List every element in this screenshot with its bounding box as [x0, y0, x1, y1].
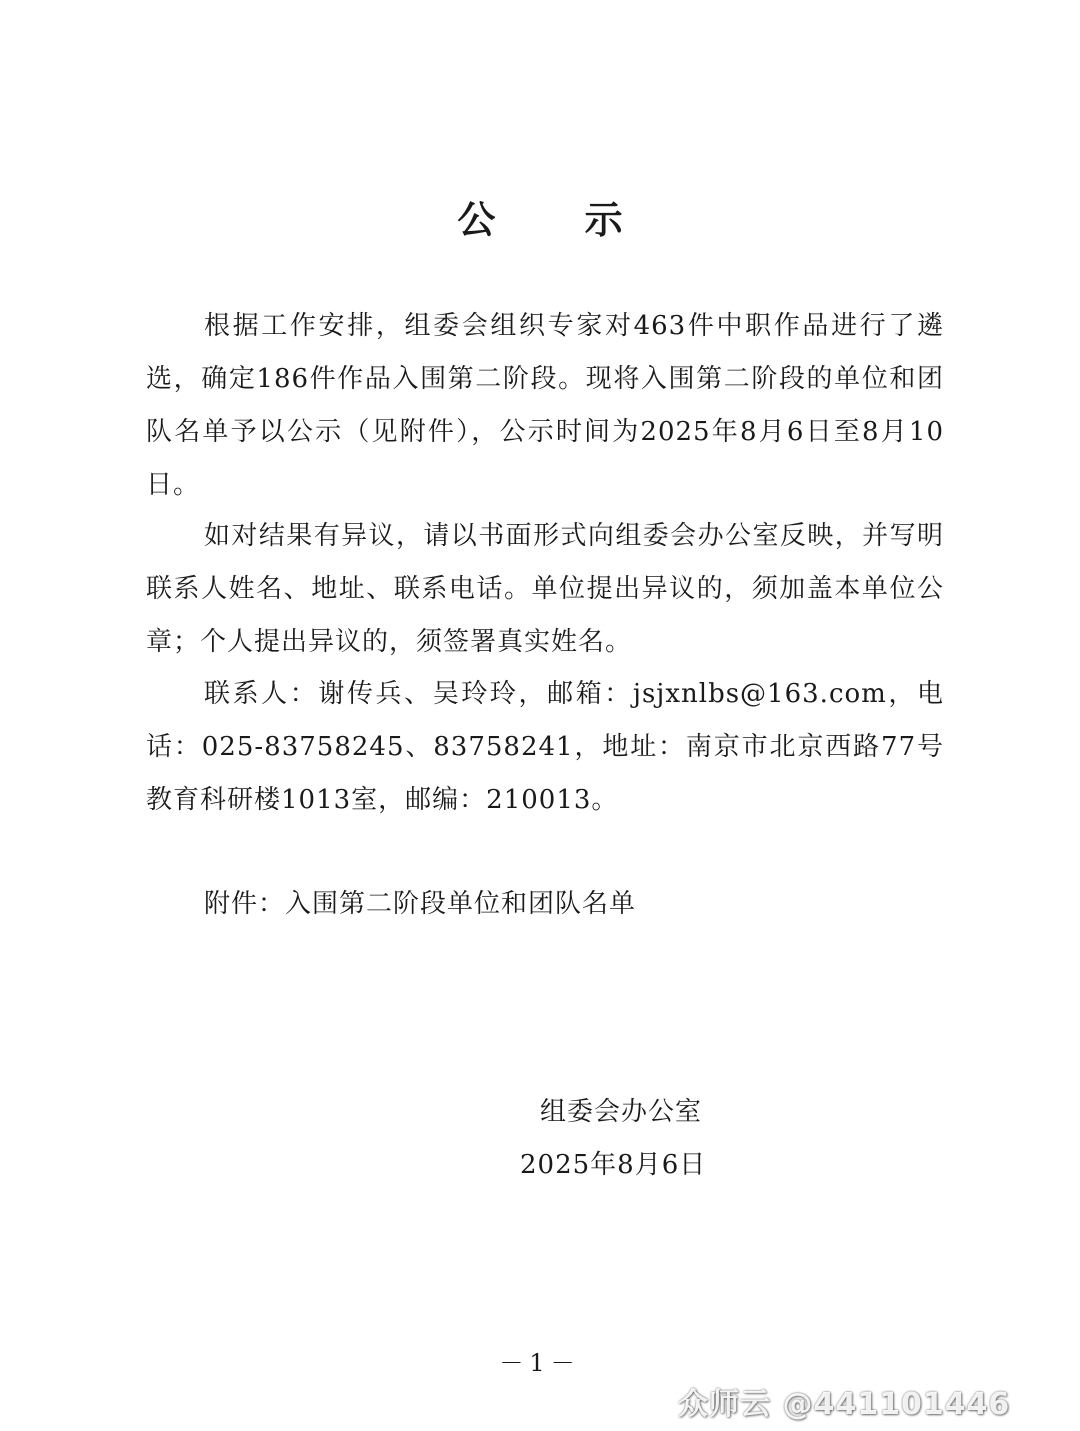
signature-organization: 组委会办公室 [540, 1097, 703, 1127]
paragraph-text: 如对结果有异议，请以书面形式向组委会办公室反映，并写明联系人姓名、地址、联系电话。单位提出异议的，须加盖本单位公章；个人提出异议的，须签署真实姓名。 [146, 521, 944, 657]
paragraph-text: 根据工作安排，组委会组织专家对463件中职作品进行了遴选，确定186件作品入围第二阶段。现将入围第二阶段的单位和团队名单予以公示（见附件），公示时间为2025年8月6日至8月10日。 [146, 311, 944, 500]
page-number: －1－ [499, 1349, 581, 1377]
paragraph-selection-result [146, 300, 944, 512]
signature-date: 2025年8月6日 [520, 1150, 707, 1180]
document-title: 公 示 [457, 197, 661, 242]
watermark: 众师云 @441101446 [678, 1387, 1011, 1422]
paragraph-contact-info [146, 668, 944, 827]
paragraph-objection-procedure [146, 510, 944, 669]
attachment-note: 附件：入围第二阶段单位和团队名单 [204, 889, 637, 919]
paragraph-text: 联系人：谢传兵、吴玲玲，邮箱：jsjxnlbs@163.com，电话：025-83758245、83758241，地址：南京市北京西路77号教育科研楼1013室，邮编：210013。 [146, 679, 944, 815]
